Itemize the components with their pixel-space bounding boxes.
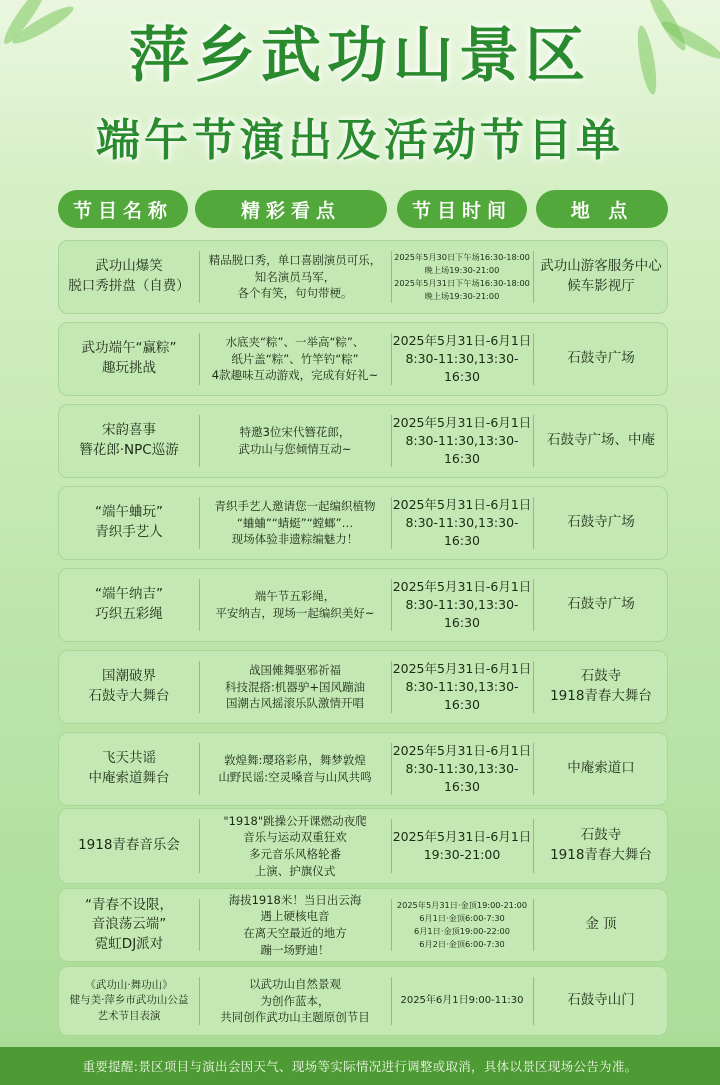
- header-time: 节目时间: [397, 190, 527, 228]
- header-place: 地 点: [536, 190, 668, 228]
- page-title: 萍乡武功山景区: [129, 21, 591, 91]
- important-notice: 重要提醒:景区项目与演出会因天气、现场等实际情况进行调整或取消，具体以景区现场公告为准。: [0, 1047, 720, 1085]
- row-highlight: "1918"跳操公开课燃动夜爬 音乐与运动双重狂欢 多元音乐风格轮番 上演、护旗仪式: [223, 813, 367, 878]
- table-row: [58, 650, 668, 724]
- table-row: [58, 732, 668, 806]
- row-highlight: 青织手艺人邀请您一起编织植物 “蛐蛐”“蜻蜓”“螳螂”… 现场体验非遗粽编魅力！: [214, 498, 376, 547]
- row-name: 武功端午“赢粽” 趣玩挑战: [81, 340, 177, 376]
- row-highlight: 水底夹“粽”、一举高“粽”、 纸片盖“粽”、竹竿钓“粽” 4款趣味互动游戏，完成有好礼~: [211, 334, 379, 383]
- row-place: 武功山游客服务中心 候车影视厅: [540, 258, 662, 294]
- row-time: 2025年5月31日-6月1日 8:30-11:30,13:30-16:30: [392, 414, 532, 467]
- table-row: [58, 568, 668, 642]
- row-time: 2025年5月31日-6月1日 8:30-11:30,13:30-16:30: [392, 578, 532, 631]
- row-place: 石鼓寺 1918青春大舞台: [550, 827, 652, 863]
- row-highlight: 海拔1918米！当日出云海 遇上硬核电音 在离天空最近的地方 蹦一场野迪！: [228, 892, 362, 957]
- row-place: 石鼓寺广场: [567, 596, 635, 613]
- table-row: [58, 808, 668, 884]
- row-time: 2025年5月31日-6月1日 8:30-11:30,13:30-16:30: [392, 742, 532, 795]
- row-name: 宋韵喜事 簪花郎·NPC巡游: [79, 422, 179, 458]
- page-subtitle: 端午节演出及活动节目单: [96, 115, 624, 166]
- row-time: 2025年5月31日·金顶19:00-21:00 6月1日·金顶6:00-7:30 6月1日·金顶19:00-22:00 6月2日·金顶6:00-7:30: [396, 899, 528, 950]
- row-highlight: 特邀3位宋代簪花郎， 武功山与您倾情互动~: [238, 425, 352, 456]
- header-highlight: 精彩看点: [195, 190, 387, 228]
- table-row: [58, 966, 668, 1036]
- row-place: 中庵索道口: [567, 760, 635, 777]
- row-name: 《武功山·舞功山》 健与美·萍乡市武功山公益 艺术节目表演: [69, 979, 189, 1022]
- row-highlight: 战国傩舞驱邪祈福 科技混搭:机器驴+国风蹦油 国潮古风摇滚乐队激情开唱: [224, 662, 365, 711]
- row-name: “端午纳吉” 巧织五彩绳: [95, 586, 163, 622]
- row-place: 石鼓寺广场: [567, 350, 635, 367]
- row-name: 国潮破界 石鼓寺大舞台: [88, 668, 170, 704]
- row-place: 石鼓寺山门: [567, 992, 635, 1009]
- row-place: 金 顶: [585, 916, 617, 933]
- row-place: 石鼓寺广场: [567, 514, 635, 531]
- row-name: “端午蛐玩” 青织手艺人: [95, 504, 163, 540]
- table-row: [58, 888, 668, 962]
- table-row: [58, 322, 668, 396]
- row-name: 1918青春音乐会: [78, 837, 180, 854]
- row-highlight: 敦煌舞:璎珞彩帛，舞梦敦煌 山野民谣:空灵嗓音与山风共鸣: [218, 753, 372, 784]
- table-header: [58, 190, 668, 228]
- table-row: [58, 240, 668, 314]
- row-name: 武功山爆笑 脱口秀拼盘（自费）: [68, 258, 190, 294]
- table-row: [58, 404, 668, 478]
- row-place: 石鼓寺广场、中庵: [547, 432, 655, 449]
- row-time: 2025年5月31日-6月1日 8:30-11:30,13:30-16:30: [392, 660, 532, 713]
- row-place: 石鼓寺 1918青春大舞台: [550, 668, 652, 704]
- row-time: 2025年6月1日9:00-11:30: [400, 994, 524, 1006]
- table-row: [58, 486, 668, 560]
- row-name: “青春不设限， 音浪荡云端” 霓虹DJ派对: [85, 896, 173, 952]
- row-time: 2025年5月31日-6月1日 19:30-21:00: [392, 828, 532, 862]
- row-time: 2025年5月31日-6月1日 8:30-11:30,13:30-16:30: [392, 496, 532, 549]
- row-time: 2025年5月31日-6月1日 8:30-11:30,13:30-16:30: [392, 332, 532, 385]
- row-highlight: 以武功山自然景观 为创作蓝本， 共同创作武功山主题原创节目: [220, 976, 370, 1025]
- header-name: 节目名称: [58, 190, 188, 228]
- row-time: 2025年5月30日下午场16:30-18:00 晚上场19:30-21:00 2025年5月31日下午场16:30-18:00 晚上场19:30-21:00: [394, 251, 530, 302]
- row-name: 飞天共谣 中庵索道舞台: [88, 750, 170, 786]
- row-highlight: 精品脱口秀，单口喜剧演员可乐， 知名演员马军， 各个有笑，句句带梗。: [208, 252, 382, 301]
- row-highlight: 端午节五彩绳， 平安纳吉，现场一起编织美好~: [215, 589, 375, 620]
